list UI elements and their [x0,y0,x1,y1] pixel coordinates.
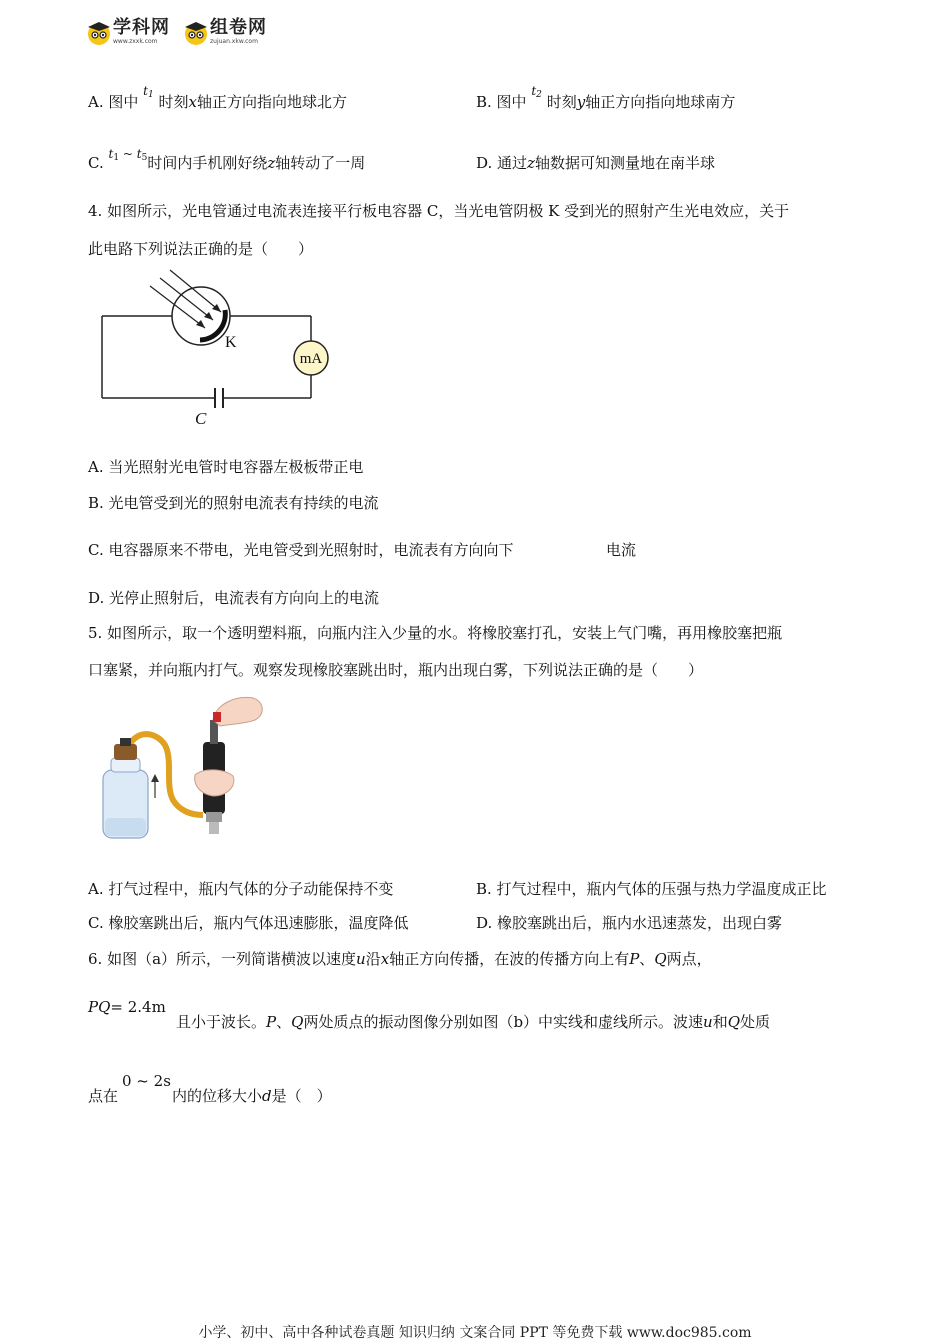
q5-option-c: C. 橡胶塞跳出后，瓶内气体迅速膨胀，温度降低 [88,914,409,932]
q3-option-b [476,84,736,117]
q5-stem-line1: 5. 如图所示，取一个透明塑料瓶，向瓶内注入少量的水。将橡胶塞打孔，安装上气门嘴，再用橡胶塞把瓶 [88,624,783,642]
q6-l3-c: 是（ ） [271,1087,332,1105]
q4-option-b: B. 光电管受到光的照射电流表有持续的电流 [88,494,379,512]
q6-l1-c: 轴正方向传播，在波的传播方向上有 [389,950,630,968]
q3c-mid: 时间内手机刚好绕 [147,154,268,172]
q3a-post: 轴正方向指向地球北方 [196,93,347,111]
q4-option-c-tail: 电流 [606,541,637,559]
q4-option-d: D. 光停止照射后，电流表有方向向上的电流 [88,589,380,607]
logo2-url: zujuan.xkw.com [210,38,258,45]
q3b-post: 轴正方向指向地球南方 [585,93,736,111]
q6-time-range: 0 ~ 2s [122,1072,171,1090]
q6-l1-b: 沿 [365,950,381,968]
q6-l2-q: Q [291,1013,304,1031]
q3c-sub1: 1 [113,153,120,163]
q3b-mid: 时刻 [546,93,577,111]
q3d-prefix: D. 通过 [476,154,528,172]
bottle-pump-figure [95,690,270,845]
q3b-sub: 2 [536,90,542,100]
q6-stem-line1 [88,949,712,969]
q6-l3-b: 内的位移大小 [172,1087,263,1105]
q3c-tilde: ~ [122,147,133,161]
q6-l3-d: d [262,1087,272,1105]
q6-l2-d: 和 [712,1013,728,1031]
q6-pq: PQ [88,998,111,1016]
logo2-name: 组卷网 [210,17,267,38]
q6-l1-u: u [356,950,366,968]
q4-option-c: C. 电容器原来不带电，光电管受到光照射时，电流表有方向向下 [88,541,514,559]
q6-l2-b: 、 [276,1013,292,1031]
header-logos [85,14,279,50]
q3-option-a [88,84,347,117]
q5-option-d: D. 橡胶塞跳出后，瓶内水迅速蒸发，出现白雾 [476,914,783,932]
q3-option-d [476,153,715,173]
q6-l2-c: 两处质点的振动图像分别如图（b）中实线和虚线所示。波速 [303,1013,704,1031]
q3a-t: t [143,84,148,98]
q6-l1-d: 、 [639,950,655,968]
zxxk-logo [85,18,170,46]
q5-option-b: B. 打气过程中，瓶内气体的压强与热力学温度成正比 [476,880,827,898]
page-footer: 小学、初中、高中各种试卷真题 知识归纳 文案合同 PPT 等免费下载 www.doc985.com [198,1325,752,1341]
q6-l2-e: 处质 [740,1013,771,1031]
q4-stem-line2: 此电路下列说法正确的是（ ） [88,240,314,258]
q3c-var: z [267,154,276,172]
q3c-t2: t [136,147,142,161]
q6-l1-e: 两点， [666,950,712,968]
q3c-prefix: C. [88,154,104,172]
q6-pq-formula [88,997,166,1017]
photocell-circuit-figure [95,268,340,430]
q3c-sub2: 5 [141,153,148,163]
q5-option-a: A. 打气过程中，瓶内气体的分子动能保持不变 [88,880,394,898]
q6-pq-value: = 2.4m [110,998,166,1016]
logo1-url: www.zxxk.com [113,38,158,45]
q3c-t1: t [108,147,114,161]
logo1-name: 学科网 [113,17,170,38]
zujuan-logo [182,18,267,46]
q3d-post: 轴数据可知测量地在南半球 [534,154,715,172]
mascot-icon [85,18,113,46]
q6-l2-p: P [266,1013,277,1031]
q4-option-a: A. 当光照射光电管时电容器左极板带正电 [88,458,364,476]
q6-l2-u: u [703,1013,713,1031]
q6-stem-line3 [172,1086,332,1106]
ammeter-label: mA [299,351,323,367]
q6-l1-p: P [629,950,640,968]
cathode-label: K [225,334,237,351]
q6-l2-q2: Q [727,1013,741,1031]
q3b-t: t [531,84,537,98]
q6-stem-line3-a: 点在 [88,1087,119,1105]
q6-stem-line2 [176,1012,770,1032]
q3d-var: z [527,154,535,172]
q3-option-c [88,147,366,178]
q3a-mid: 时刻 [158,93,189,111]
mascot-icon [182,18,210,46]
q6-l2-a: 且小于波长。 [176,1013,267,1031]
q3b-prefix: B. 图中 [476,93,527,111]
q6-l1-a: 6. 如图（a）所示，一列简谐横波以速度 [88,950,357,968]
capacitor-label: C [195,409,207,428]
q4-stem-line1: 4. 如图所示，光电管通过电流表连接平行板电容器 C，当光电管阴极 K 受到光的照射产生光电效应，关于 [88,202,790,220]
q3a-prefix: A. 图中 [88,93,139,111]
q3a-sub: 1 [147,90,154,100]
q6-l1-x: x [380,950,390,968]
q3c-post: 轴转动了一周 [275,154,366,172]
q6-l1-q: Q [654,950,667,968]
q3b-var: y [576,93,586,111]
q3a-var: x [188,93,197,111]
q5-stem-line2: 口塞紧，并向瓶内打气。观察发现橡胶塞跳出时，瓶内出现白雾，下列说法正确的是（ ） [88,661,704,679]
